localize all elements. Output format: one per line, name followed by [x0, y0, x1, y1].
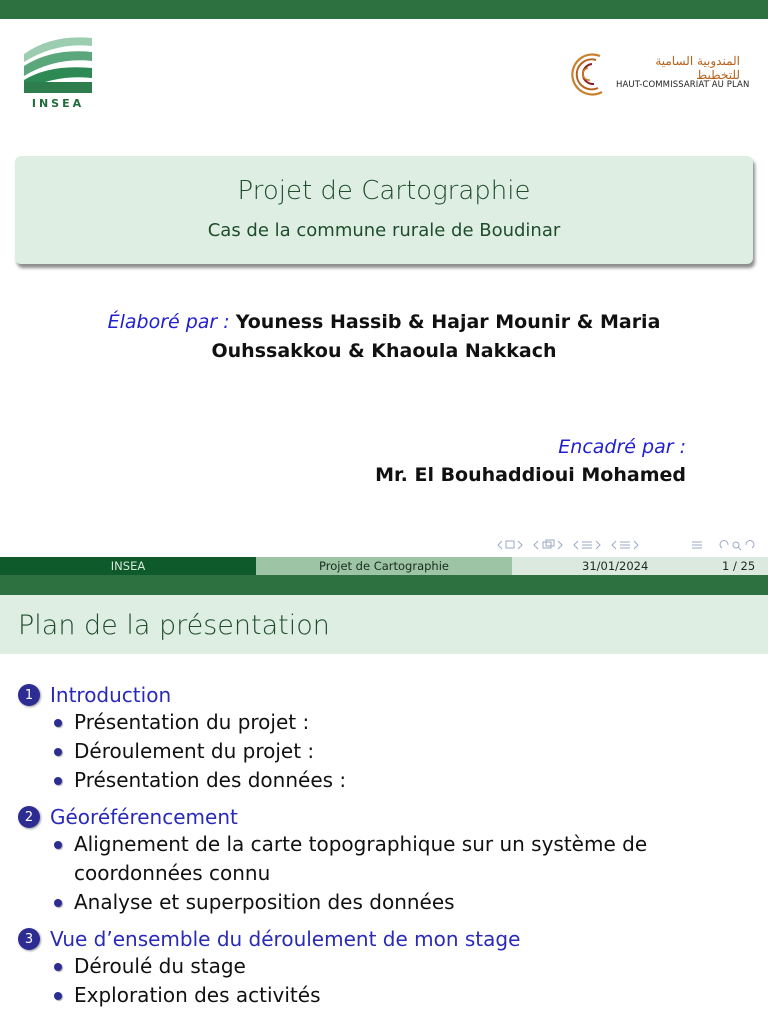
bullet-icon	[54, 719, 62, 727]
toc-section-1[interactable]	[18, 682, 758, 795]
frame-title: Plan de la présentation	[18, 610, 330, 641]
subsection-label: Déroulé du stage	[74, 954, 246, 978]
bullet-icon	[54, 963, 62, 971]
presentation-subtitle: Cas de la commune rurale de Boudinar	[207, 220, 561, 241]
toc-subsection[interactable]	[54, 830, 758, 888]
toc-subsection[interactable]	[54, 888, 758, 917]
toc-subsection[interactable]	[54, 766, 758, 795]
footer-info	[512, 557, 768, 575]
toc-section-2[interactable]	[18, 804, 758, 917]
toc-subsection[interactable]	[54, 952, 758, 981]
hcp-latin-name: HAUT-COMMISSARIAT AU PLAN	[616, 80, 750, 90]
hcp-logo	[566, 48, 608, 100]
footer-page-number: 1 / 25	[722, 559, 756, 573]
footer-title: Projet de Cartographie	[256, 557, 512, 575]
subsection-label: Déroulement du projet :	[74, 739, 315, 763]
subsection-label: Présentation du projet :	[74, 710, 310, 734]
nav-search-icon[interactable]	[720, 541, 754, 550]
slide-footer	[0, 557, 768, 575]
insea-logo-text: INSEA	[31, 97, 85, 110]
authors-block	[60, 308, 708, 366]
nav-toc-icon[interactable]	[692, 542, 702, 548]
bullet-icon	[54, 777, 62, 785]
header-band	[0, 0, 768, 19]
beamer-navigation	[496, 538, 764, 552]
subsection-label: Analyse et superposition des données	[74, 890, 455, 914]
presentation-title: Projet de Cartographie	[237, 176, 531, 206]
table-of-contents	[18, 682, 758, 1019]
section-number-badge: 3	[18, 928, 40, 950]
supervisor-name: Mr. El Bouhaddioui Mohamed	[375, 464, 686, 486]
hcp-arabic-name: المندوبية السامية للتخطيط	[655, 54, 740, 82]
subsection-label: Alignement de la carte topographique sur un système de coordonnées connu	[74, 832, 648, 885]
section-number-badge: 2	[18, 806, 40, 828]
toc-subsection[interactable]	[54, 708, 758, 737]
subsection-label: Exploration des activités	[74, 983, 321, 1007]
footer-institution: INSEA	[0, 557, 256, 575]
bullet-icon	[54, 748, 62, 756]
toc-section-3[interactable]	[18, 926, 758, 1010]
title-block	[15, 156, 753, 264]
supervisor-label: Encadré par :	[558, 436, 686, 458]
header-band-slide2	[0, 575, 768, 595]
section-title[interactable]: Vue d’ensemble du déroulement de mon stage	[50, 927, 521, 951]
nav-subsection-icon[interactable]	[574, 541, 600, 549]
nav-section-icon[interactable]	[612, 541, 638, 549]
subsection-label: Présentation des données :	[74, 768, 347, 792]
authors-label: Élaboré par :	[107, 311, 230, 333]
nav-frame-icon[interactable]	[534, 540, 562, 549]
section-number-badge: 1	[18, 684, 40, 706]
nav-first-icon[interactable]	[498, 541, 522, 549]
bullet-icon	[54, 992, 62, 1000]
section-title[interactable]: Introduction	[50, 683, 172, 707]
toc-subsection[interactable]	[54, 981, 758, 1010]
bullet-icon	[54, 899, 62, 907]
section-title[interactable]: Géoréférencement	[50, 805, 238, 829]
footer-date: 31/01/2024	[582, 559, 649, 573]
authors-names: Youness Hassib & Hajar Mounir & Maria Ouhssakkou & Khaoula Nakkach	[211, 311, 661, 362]
toc-subsection[interactable]	[54, 737, 758, 766]
bullet-icon	[54, 841, 62, 849]
